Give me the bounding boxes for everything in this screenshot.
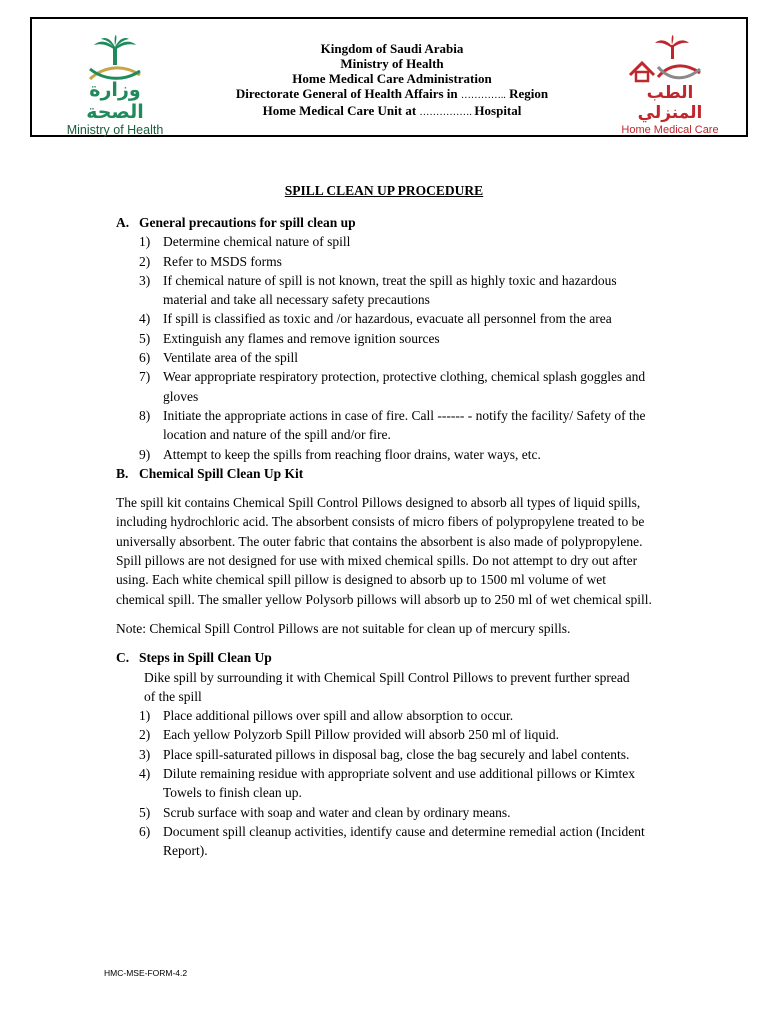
header-line-5 <box>182 103 602 120</box>
header-line-4-suffix: Region <box>505 86 549 101</box>
section-letter: B. <box>116 465 129 481</box>
list-text: Extinguish any flames and remove ignition sources <box>163 330 440 346</box>
list-text: Place additional pillows over spill and allow absorption to occur. <box>163 708 514 724</box>
palm-swords-icon <box>60 35 170 83</box>
list-item <box>116 367 656 406</box>
header-line-5-prefix: Home Medical Care Unit at <box>262 103 420 118</box>
header-line-2: Ministry of Health <box>340 56 444 71</box>
home-palm-icon <box>614 35 726 83</box>
list-number: 4) <box>139 311 151 327</box>
list-number: 1) <box>139 708 151 724</box>
list-number: 2) <box>139 253 151 269</box>
section-b-heading <box>116 464 656 483</box>
list-text: Document spill cleanup activities, identify cause and determine remedial action (Incident Report). <box>163 823 645 859</box>
list-item <box>116 725 656 744</box>
header-line-4-dots: ………….. <box>460 90 506 101</box>
list-text: Wear appropriate respiratory protection, protective clothing, chemical splash goggles and gloves <box>163 369 646 404</box>
section-letter: C. <box>116 650 130 666</box>
form-code: HMC-MSE-FORM-4.2 <box>104 968 188 978</box>
section-b-note: Note: Chemical Spill Control Pillows are not suitable for clean up of mercury spills. <box>116 620 571 636</box>
list-item <box>116 271 656 310</box>
list-text: Place spill-saturated pillows in disposal bag, close the bag securely and label contents. <box>163 746 630 762</box>
ministry-of-health-logo <box>60 35 170 137</box>
header-line-1: Kingdom of Saudi Arabia <box>320 41 464 56</box>
document-body <box>116 213 656 861</box>
list-item <box>116 348 656 367</box>
list-item <box>116 822 656 861</box>
letterhead-text <box>182 41 602 120</box>
list-item <box>116 706 656 725</box>
list-item <box>116 232 656 251</box>
list-number: 6) <box>139 350 151 366</box>
list-item <box>116 745 656 764</box>
list-number: 6) <box>139 823 151 839</box>
header-line-5-dots: ……………. <box>419 107 475 118</box>
list-text: Ventilate area of the spill <box>163 350 298 366</box>
list-text: Scrub surface with soap and water and clean by ordinary means. <box>163 804 511 820</box>
list-item <box>116 329 656 348</box>
list-number: 3) <box>139 746 151 762</box>
list-number: 4) <box>139 766 151 782</box>
header-line-4-prefix: Directorate General of Health Affairs in <box>235 86 461 101</box>
section-title: Steps in Spill Clean Up <box>139 650 272 666</box>
list-item <box>116 445 656 464</box>
list-item <box>116 803 656 822</box>
list-number: 2) <box>139 727 151 743</box>
header-line-4 <box>182 86 602 103</box>
list-text: Each yellow Polyzorb Spill Pillow provided will absorb 250 ml of liquid. <box>163 727 559 743</box>
list-item <box>116 309 656 328</box>
section-title: Chemical Spill Clean Up Kit <box>139 465 304 481</box>
document-title: SPILL CLEAN UP PROCEDURE <box>284 183 484 198</box>
section-a-list <box>116 232 656 464</box>
home-medical-care-logo <box>614 35 726 136</box>
list-number: 1) <box>139 234 151 250</box>
list-text: Initiate the appropriate actions in case of fire. Call ------ - notify the facility/ Safety of the location and nature of the spill and/or fire. <box>163 407 646 443</box>
list-number: 7) <box>139 369 151 385</box>
section-b-paragraph: The spill kit contains Chemical Spill Control Pillows designed to absorb all types of liquid spills, including hydrochloric acid. The absorbent consists of micro fibers of polypropylene treated to be universally absorbent. The outer fabric that contains the absorbent is also made of polypropylene. Spill pillows are not designed for use with mixed chemical spills. Do not attempt to dry out after using. Each white chemical spill pillow is designed to absorb up to 1500 ml volume of wet chemical spill. The smaller yellow Polysorb pillows will absorb up to 250 ml of wet chemical spill. <box>116 495 652 607</box>
list-text: Refer to MSDS forms <box>163 253 282 269</box>
list-text: Determine chemical nature of spill <box>163 234 351 250</box>
section-letter: A. <box>116 215 130 230</box>
list-number: 3) <box>139 272 151 288</box>
list-number: 9) <box>139 446 151 462</box>
section-c-list <box>116 706 656 860</box>
logo-arabic-text: وزارة الصحة <box>86 79 144 123</box>
header-line-5-suffix: Hospital <box>474 103 522 118</box>
list-text: Dilute remaining residue with appropriate solvent and use additional pillows or Kimtex Towels to finish clean up. <box>163 766 636 801</box>
list-item <box>116 252 656 271</box>
header-line-3: Home Medical Care Administration <box>292 71 492 86</box>
section-c-intro: Dike spill by surrounding it with Chemical Spill Control Pillows to prevent further spread of the spill <box>144 669 630 704</box>
list-number: 5) <box>139 330 151 346</box>
logo-english-text: Ministry of Health <box>66 123 164 137</box>
list-number: 8) <box>139 407 151 423</box>
logo-english-text: Home Medical Care <box>621 124 719 136</box>
letterhead <box>30 17 748 137</box>
section-a-heading <box>116 213 656 232</box>
logo-arabic-text: الطب المنزلي <box>637 83 703 123</box>
list-text: If spill is classified as toxic and /or hazardous, evacuate all personnel from the area <box>163 311 612 327</box>
section-title: General precautions for spill clean up <box>139 215 356 230</box>
list-item <box>116 764 656 803</box>
list-number: 5) <box>139 804 151 820</box>
list-text: Attempt to keep the spills from reaching floor drains, water ways, etc. <box>163 446 541 462</box>
section-c-heading <box>116 648 656 667</box>
list-text: If chemical nature of spill is not known, treat the spill as highly toxic and hazardous material and take all necessary safety precautions <box>163 272 617 308</box>
list-item <box>116 406 656 445</box>
